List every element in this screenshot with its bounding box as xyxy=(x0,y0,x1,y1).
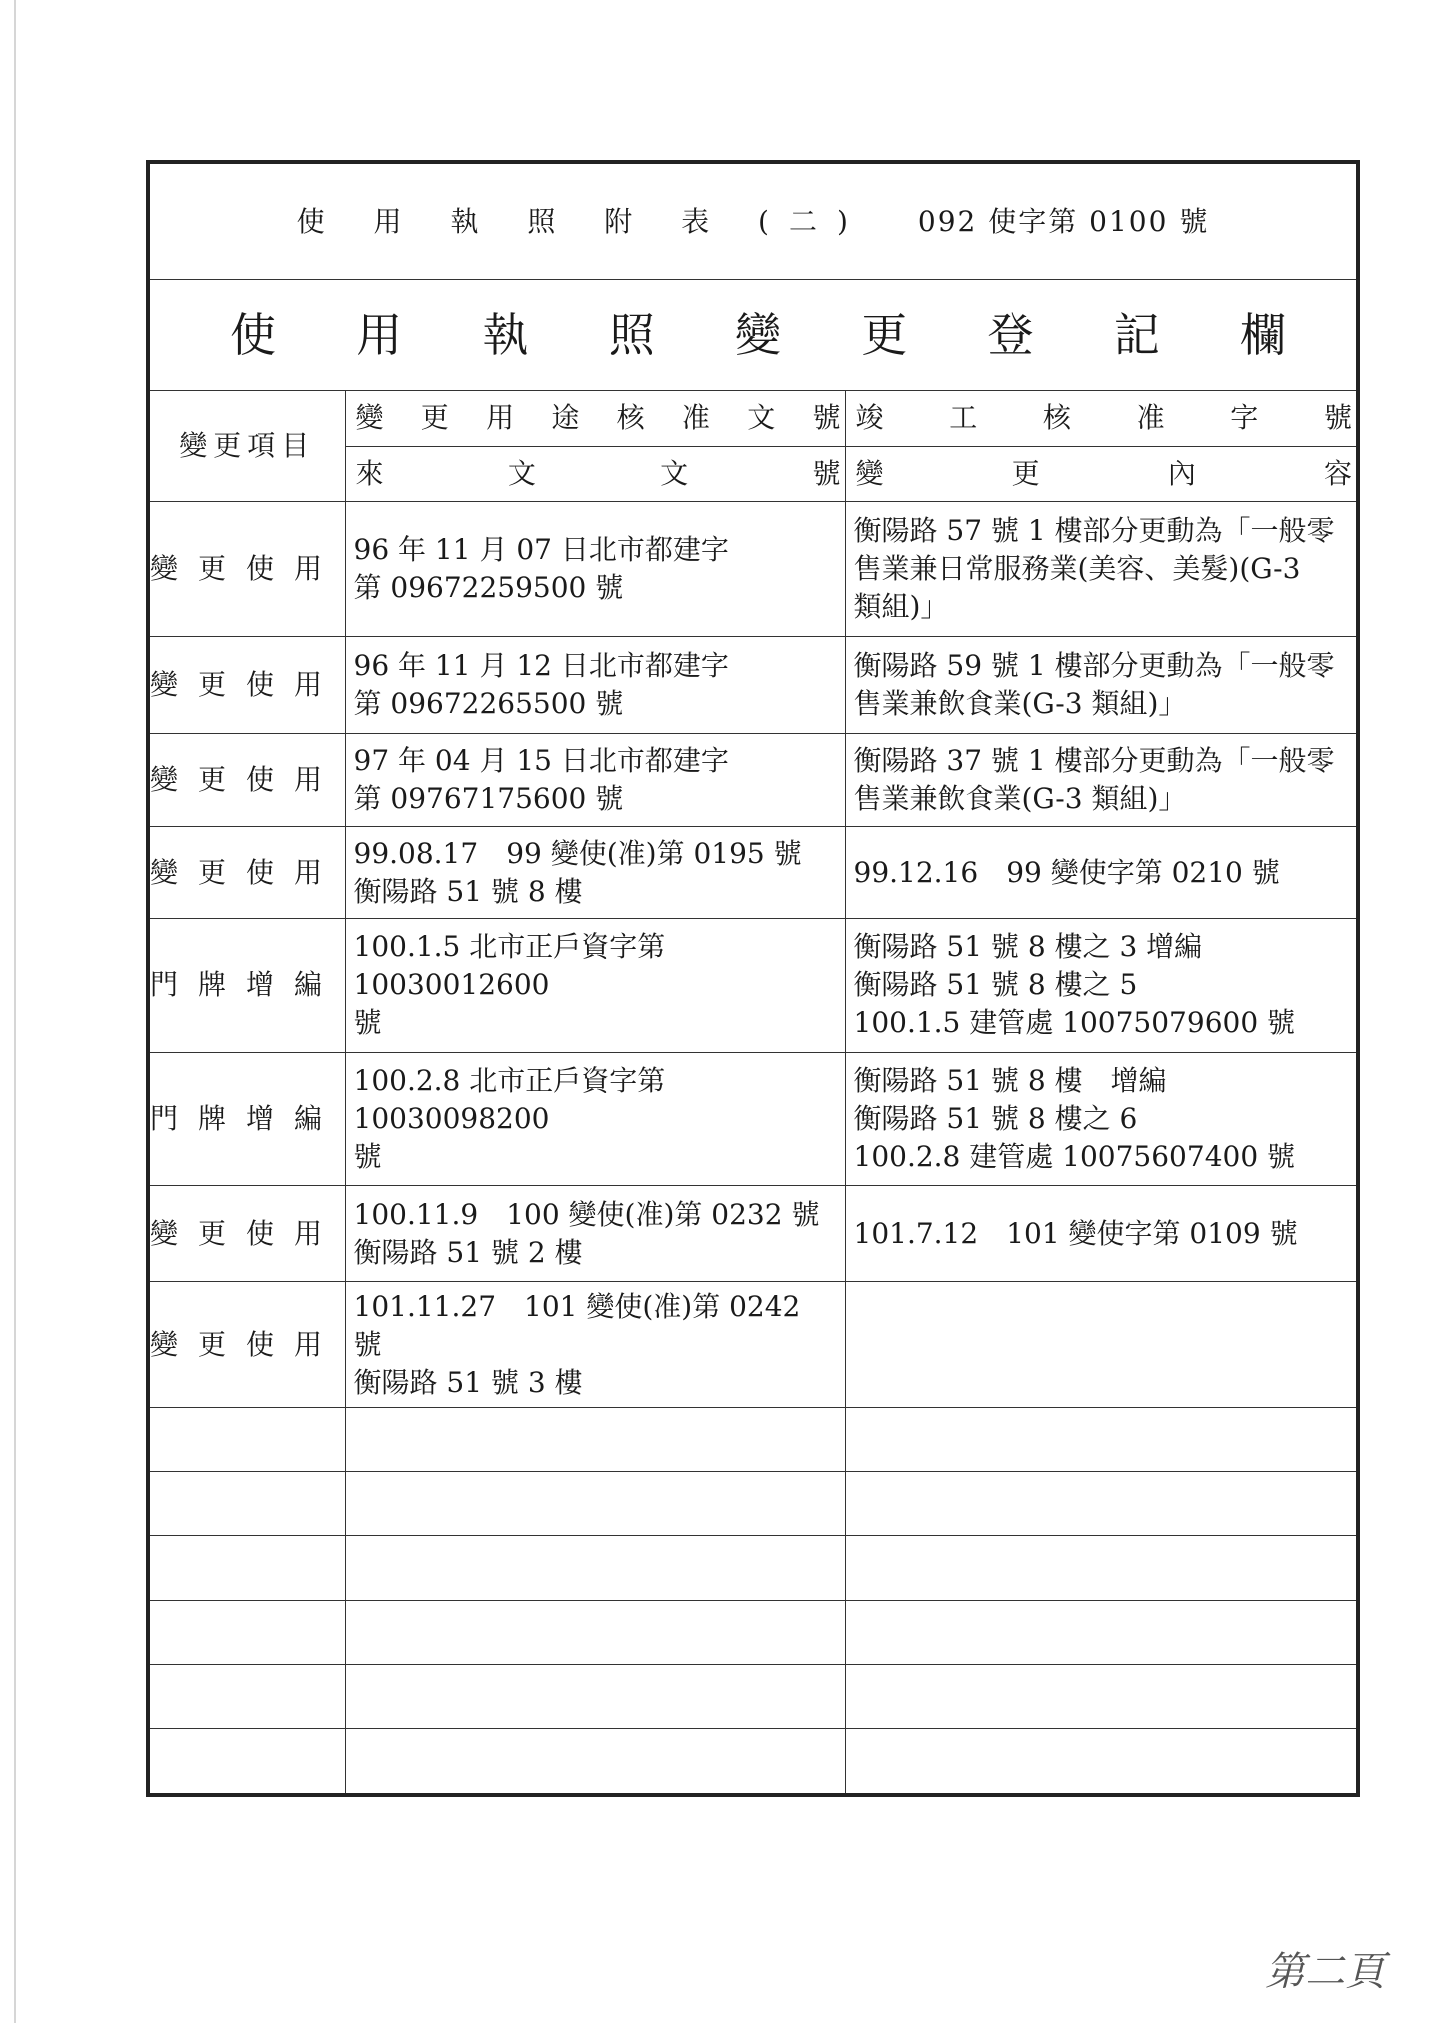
empty-row xyxy=(150,1729,1356,1793)
section-title-char: 更 xyxy=(861,308,908,363)
approval-doc-cell-text xyxy=(346,1194,845,1274)
approval-doc-cell xyxy=(345,1186,845,1282)
text-line: 96 年 11 月 07 日北市都建字 xyxy=(353,532,729,566)
change-item-cell: 變更使用 xyxy=(150,1186,345,1282)
completion-content-cell xyxy=(845,636,1356,734)
header-approval-no-text xyxy=(346,399,845,437)
header-incoming-doc-no-char: 文 xyxy=(507,456,536,490)
section-title-cell xyxy=(150,280,1356,391)
header-change-content-text xyxy=(846,455,1357,493)
section-title-char: 記 xyxy=(1113,308,1160,363)
text-line: 衡陽路 51 號 3 樓 xyxy=(353,1365,583,1399)
text-line: 96 年 11 月 12 日北市都建字 xyxy=(353,648,729,682)
table-row xyxy=(150,501,1356,636)
header-incoming-doc-no-char: 來 xyxy=(355,456,384,490)
text-line: 100.11.9 100 變使(准)第 0232 號 xyxy=(353,1197,820,1231)
table-row xyxy=(150,1052,1356,1186)
empty-cell xyxy=(845,1729,1356,1793)
text-line: 101.7.12 101 變使字第 0109 號 xyxy=(853,1216,1298,1250)
approval-doc-cell xyxy=(345,1282,845,1407)
text-line: 號 xyxy=(353,1140,382,1174)
empty-row xyxy=(150,1664,1356,1728)
completion-content-cell-text xyxy=(846,852,1357,894)
header-completion-no xyxy=(845,391,1356,447)
header-approval-no-char: 用 xyxy=(486,401,515,435)
completion-content-cell xyxy=(845,1186,1356,1282)
text-line: 售業兼日常服務業(美容、美髮)(G-3 xyxy=(853,551,1301,585)
table-row xyxy=(150,918,1356,1052)
header-incoming-doc-no-char: 文 xyxy=(660,456,689,490)
header-approval-no-char: 途 xyxy=(551,401,580,435)
approval-doc-cell xyxy=(345,918,845,1052)
text-line: 100.1.5 建管處 10075079600 號 xyxy=(853,1006,1296,1040)
completion-content-cell xyxy=(845,1282,1356,1407)
change-item-cell: 變更使用 xyxy=(150,636,345,734)
completion-content-cell xyxy=(845,734,1356,827)
header-completion-no-char: 核 xyxy=(1042,401,1071,435)
empty-cell xyxy=(345,1729,845,1793)
text-line: 衡陽路 37 號 1 樓部分更動為「一般零 xyxy=(853,744,1335,778)
section-title-row xyxy=(150,280,1356,391)
empty-cell xyxy=(150,1536,345,1600)
completion-content-cell-text xyxy=(846,1060,1357,1178)
approval-doc-cell xyxy=(345,827,845,919)
empty-cell xyxy=(150,1729,345,1793)
section-title xyxy=(150,308,1356,363)
text-line: 99.08.17 99 變使(准)第 0195 號 xyxy=(353,836,802,870)
text-line: 101.11.27 101 變使(准)第 0242 號 xyxy=(353,1289,801,1361)
text-line: 售業兼飲食業(G-3 類組)」 xyxy=(853,686,1187,720)
header-approval-no-char: 核 xyxy=(616,401,645,435)
change-item-cell: 變更使用 xyxy=(150,827,345,919)
empty-cell xyxy=(845,1600,1356,1664)
header-change-content-char: 容 xyxy=(1323,456,1352,490)
text-line: 衡陽路 51 號 8 樓之 5 xyxy=(853,968,1138,1002)
approval-doc-cell-text xyxy=(346,740,845,820)
text-line: 第 09672265500 號 xyxy=(353,686,624,720)
header-incoming-doc-no xyxy=(345,446,845,501)
text-line: 號 xyxy=(353,1006,382,1040)
empty-cell xyxy=(345,1664,845,1728)
title-row xyxy=(150,164,1356,280)
change-item-cell: 門牌增編 xyxy=(150,918,345,1052)
header-completion-no-char: 准 xyxy=(1136,401,1165,435)
section-title-char: 執 xyxy=(482,308,529,363)
table-row xyxy=(150,1282,1356,1407)
completion-content-cell xyxy=(845,918,1356,1052)
text-line: 衡陽路 51 號 8 樓 增編 xyxy=(853,1064,1167,1098)
completion-content-cell xyxy=(845,827,1356,919)
empty-cell xyxy=(845,1407,1356,1471)
header-completion-no-text xyxy=(846,399,1357,437)
section-title-char: 照 xyxy=(608,308,655,363)
approval-doc-cell-text xyxy=(346,833,845,913)
completion-content-cell-text xyxy=(846,510,1357,628)
text-line: 衡陽路 51 號 8 樓之 3 增編 xyxy=(853,930,1203,964)
empty-row xyxy=(150,1407,1356,1471)
completion-content-cell-text xyxy=(846,740,1357,820)
header-approval-no-char: 變 xyxy=(355,401,384,435)
text-line: 衡陽路 51 號 8 樓之 6 xyxy=(853,1102,1138,1136)
section-title-char: 登 xyxy=(987,308,1034,363)
empty-cell xyxy=(150,1472,345,1536)
approval-doc-cell xyxy=(345,734,845,827)
header-incoming-doc-no-char: 號 xyxy=(812,456,841,490)
empty-cell xyxy=(845,1536,1356,1600)
empty-cell xyxy=(345,1472,845,1536)
text-line: 衡陽路 57 號 1 樓部分更動為「一般零 xyxy=(853,513,1335,547)
header-approval-no xyxy=(345,391,845,447)
change-item-cell: 變更使用 xyxy=(150,734,345,827)
header-change-item: 變更項目 xyxy=(150,391,345,502)
header-change-content-char: 變 xyxy=(855,456,884,490)
empty-row xyxy=(150,1536,1356,1600)
text-line: 99.12.16 99 變使字第 0210 號 xyxy=(853,855,1280,889)
empty-row xyxy=(150,1472,1356,1536)
text-line: 衡陽路 51 號 8 樓 xyxy=(353,874,583,908)
document-frame xyxy=(146,160,1360,1797)
table-row xyxy=(150,636,1356,734)
text-line: 第 09767175600 號 xyxy=(353,782,624,816)
approval-doc-cell-text xyxy=(346,926,845,1044)
text-line: 衡陽路 51 號 2 樓 xyxy=(353,1235,583,1269)
title-number: 092 使字第 0100 號 xyxy=(917,204,1210,238)
approval-doc-cell xyxy=(345,1052,845,1186)
completion-content-cell xyxy=(845,501,1356,636)
empty-cell xyxy=(150,1664,345,1728)
approval-doc-cell-text xyxy=(346,1060,845,1178)
header-completion-no-char: 號 xyxy=(1323,401,1352,435)
header-row-top xyxy=(150,391,1356,447)
section-title-char: 變 xyxy=(735,308,781,363)
header-approval-no-char: 准 xyxy=(681,401,710,435)
change-item-cell: 變更使用 xyxy=(150,501,345,636)
completion-content-cell-text xyxy=(846,1213,1357,1255)
empty-cell xyxy=(150,1407,345,1471)
empty-cell xyxy=(345,1536,845,1600)
header-completion-no-char: 工 xyxy=(949,401,978,435)
header-incoming-doc-no-text xyxy=(346,455,845,493)
approval-doc-cell xyxy=(345,501,845,636)
header-change-content-char: 內 xyxy=(1167,456,1196,490)
header-approval-no-char: 號 xyxy=(812,401,841,435)
header-approval-no-char: 文 xyxy=(747,401,776,435)
change-item-cell: 門牌增編 xyxy=(150,1052,345,1186)
header-completion-no-char: 竣 xyxy=(855,401,884,435)
table-row xyxy=(150,734,1356,827)
section-title-char: 欄 xyxy=(1240,308,1286,363)
approval-doc-cell xyxy=(345,636,845,734)
empty-cell xyxy=(845,1664,1356,1728)
title-text: 使 用 執 照 附 表 (二) xyxy=(296,204,868,238)
empty-cell xyxy=(845,1472,1356,1536)
table-row xyxy=(150,1186,1356,1282)
text-line: 100.1.5 北市正戶資字第 10030012600 xyxy=(353,930,666,1002)
header-completion-no-char: 字 xyxy=(1230,401,1259,435)
header-approval-no-char: 更 xyxy=(420,401,449,435)
text-line: 衡陽路 59 號 1 樓部分更動為「一般零 xyxy=(853,648,1335,682)
empty-cell xyxy=(345,1407,845,1471)
text-line: 第 09672259500 號 xyxy=(353,570,624,604)
empty-row xyxy=(150,1600,1356,1664)
approval-doc-cell-text xyxy=(346,529,845,609)
text-line: 100.2.8 建管處 10075607400 號 xyxy=(853,1140,1296,1174)
registration-table xyxy=(150,164,1356,1793)
header-change-content-char: 更 xyxy=(1011,456,1040,490)
text-line: 100.2.8 北市正戶資字第 10030098200 xyxy=(353,1064,666,1136)
table-row xyxy=(150,827,1356,919)
empty-cell xyxy=(345,1600,845,1664)
completion-content-cell-text xyxy=(846,926,1357,1044)
change-item-cell: 變更使用 xyxy=(150,1282,345,1407)
text-line: 類組)」 xyxy=(853,589,949,623)
empty-cell xyxy=(150,1600,345,1664)
section-title-char: 用 xyxy=(356,308,403,363)
approval-doc-cell-text xyxy=(346,645,845,725)
handwritten-page-note: 第二頁 xyxy=(1265,1949,1385,1995)
text-line: 97 年 04 月 15 日北市都建字 xyxy=(353,744,729,778)
text-line: 售業兼飲食業(G-3 類組)」 xyxy=(853,782,1187,816)
header-change-content xyxy=(845,446,1356,501)
document-title xyxy=(150,164,1356,280)
completion-content-cell-text xyxy=(846,645,1357,725)
section-title-char: 使 xyxy=(230,308,276,363)
approval-doc-cell-text xyxy=(346,1286,845,1404)
completion-content-cell xyxy=(845,1052,1356,1186)
completion-content-cell-text xyxy=(846,1343,1357,1347)
scan-edge xyxy=(14,0,16,2023)
